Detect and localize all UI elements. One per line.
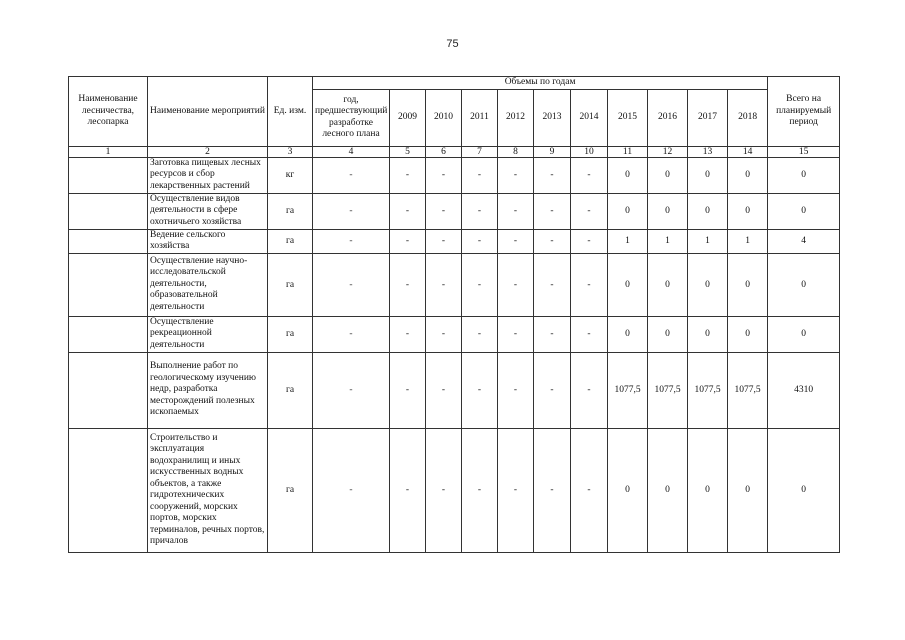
column-number: 2 — [148, 146, 268, 157]
cell-year-value: - — [534, 157, 571, 193]
cell-year-value: - — [498, 253, 534, 316]
cell-forestry — [69, 157, 148, 193]
cell-unit: га — [268, 253, 313, 316]
cell-total: 0 — [768, 316, 840, 352]
cell-year-value: - — [462, 157, 498, 193]
cell-total: 0 — [768, 193, 840, 229]
header-year-2015: 2015 — [608, 89, 648, 146]
column-number: 1 — [69, 146, 148, 157]
cell-year-value: - — [462, 352, 498, 428]
cell-year-value: - — [462, 316, 498, 352]
cell-year-value: 0 — [688, 253, 728, 316]
cell-forestry — [69, 193, 148, 229]
cell-forestry — [69, 316, 148, 352]
column-number: 10 — [571, 146, 608, 157]
header-prev-year: год, предшествующий разработке лесного плана — [313, 89, 390, 146]
cell-unit: кг — [268, 157, 313, 193]
table-row — [69, 229, 840, 253]
table-row — [69, 193, 840, 229]
cell-year-value: 1077,5 — [688, 352, 728, 428]
cell-year-value: 0 — [728, 316, 768, 352]
cell-year-value: - — [390, 316, 426, 352]
cell-year-value: 0 — [608, 157, 648, 193]
header-year-2012: 2012 — [498, 89, 534, 146]
cell-year-value: - — [534, 229, 571, 253]
table-row — [69, 253, 840, 316]
cell-year-value: - — [571, 157, 608, 193]
cell-measure: Заготовка пищевых лесных ресурсов и сбор лекарственных растений — [148, 157, 268, 193]
cell-year-value: 0 — [608, 316, 648, 352]
header-measure: Наименование мероприятий — [148, 77, 268, 147]
cell-year-value: - — [426, 193, 462, 229]
cell-year-value: 1077,5 — [728, 352, 768, 428]
column-number-row — [69, 146, 840, 157]
cell-year-value: - — [390, 253, 426, 316]
cell-year-value: 1077,5 — [608, 352, 648, 428]
column-number: 3 — [268, 146, 313, 157]
cell-year-value: - — [390, 157, 426, 193]
cell-total: 0 — [768, 157, 840, 193]
forest-activities-table — [68, 76, 840, 553]
cell-year-value: - — [571, 316, 608, 352]
page-number: 75 — [446, 38, 459, 50]
header-year-2013: 2013 — [534, 89, 571, 146]
cell-year-value: - — [498, 316, 534, 352]
cell-year-value: - — [534, 253, 571, 316]
column-number: 9 — [534, 146, 571, 157]
cell-year-value: - — [426, 352, 462, 428]
cell-year-value: - — [426, 253, 462, 316]
table-row — [69, 352, 840, 428]
cell-year-value: 0 — [688, 157, 728, 193]
cell-year-value: 0 — [648, 428, 688, 552]
cell-prev-year: - — [313, 157, 390, 193]
cell-year-value: - — [571, 253, 608, 316]
cell-year-value: 0 — [648, 316, 688, 352]
table-row — [69, 157, 840, 193]
header-unit: Ед. изм. — [268, 77, 313, 147]
header-year-2016: 2016 — [648, 89, 688, 146]
cell-year-value: - — [462, 428, 498, 552]
cell-year-value: 0 — [728, 157, 768, 193]
column-number: 14 — [728, 146, 768, 157]
cell-year-value: - — [498, 157, 534, 193]
cell-year-value: 1 — [688, 229, 728, 253]
cell-year-value: 1077,5 — [648, 352, 688, 428]
cell-year-value: - — [498, 193, 534, 229]
cell-forestry — [69, 428, 148, 552]
cell-year-value: 0 — [688, 428, 728, 552]
cell-year-value: - — [426, 229, 462, 253]
cell-measure: Выполнение работ по геологическому изучению недр, разработка месторождений полезных ископаемых — [148, 352, 268, 428]
column-number: 11 — [608, 146, 648, 157]
column-number: 12 — [648, 146, 688, 157]
cell-year-value: - — [390, 229, 426, 253]
header-year-2010: 2010 — [426, 89, 462, 146]
cell-forestry — [69, 253, 148, 316]
header-year-2018: 2018 — [728, 89, 768, 146]
cell-year-value: - — [571, 428, 608, 552]
cell-year-value: 0 — [608, 193, 648, 229]
cell-year-value: - — [534, 428, 571, 552]
cell-prev-year: - — [313, 229, 390, 253]
cell-prev-year: - — [313, 352, 390, 428]
cell-year-value: - — [498, 352, 534, 428]
cell-year-value: - — [571, 229, 608, 253]
table-row — [69, 428, 840, 552]
cell-year-value: 0 — [608, 253, 648, 316]
cell-measure: Осуществление научно-исследовательской деятельности, образовательной деятельности — [148, 253, 268, 316]
header-forestry: Наименование лесничества, лесопарка — [69, 77, 148, 147]
cell-year-value: 0 — [728, 193, 768, 229]
column-number: 4 — [313, 146, 390, 157]
header-year-2009: 2009 — [390, 89, 426, 146]
cell-year-value: - — [462, 253, 498, 316]
cell-total: 4 — [768, 229, 840, 253]
table-row — [69, 316, 840, 352]
column-number: 15 — [768, 146, 840, 157]
cell-prev-year: - — [313, 428, 390, 552]
column-number: 7 — [462, 146, 498, 157]
cell-year-value: 0 — [648, 193, 688, 229]
cell-year-value: - — [534, 352, 571, 428]
header-total: Всего на планируемый период — [768, 77, 840, 147]
cell-measure: Осуществление рекреационной деятельности — [148, 316, 268, 352]
column-number: 13 — [688, 146, 728, 157]
header-volumes-group: Объемы по годам — [313, 77, 768, 90]
cell-year-value: - — [390, 428, 426, 552]
cell-forestry — [69, 352, 148, 428]
cell-prev-year: - — [313, 316, 390, 352]
cell-year-value: - — [498, 229, 534, 253]
cell-year-value: - — [426, 157, 462, 193]
cell-total: 4310 — [768, 352, 840, 428]
cell-unit: га — [268, 428, 313, 552]
cell-unit: га — [268, 352, 313, 428]
cell-year-value: - — [462, 193, 498, 229]
cell-prev-year: - — [313, 193, 390, 229]
cell-year-value: - — [426, 316, 462, 352]
header-year-2011: 2011 — [462, 89, 498, 146]
cell-year-value: 0 — [688, 316, 728, 352]
table-body — [69, 157, 840, 552]
cell-total: 0 — [768, 428, 840, 552]
column-number: 6 — [426, 146, 462, 157]
cell-year-value: - — [498, 428, 534, 552]
cell-total: 0 — [768, 253, 840, 316]
cell-year-value: - — [462, 229, 498, 253]
cell-year-value: - — [571, 352, 608, 428]
cell-unit: га — [268, 229, 313, 253]
cell-year-value: 0 — [608, 428, 648, 552]
cell-measure: Строительство и эксплуатация водохранилищ и иных искусственных водных объектов, а также гидротехнических сооружений, морских портов, морских терминалов, речных портов, причалов — [148, 428, 268, 552]
cell-unit: га — [268, 316, 313, 352]
header-year-2017: 2017 — [688, 89, 728, 146]
cell-year-value: - — [534, 316, 571, 352]
cell-year-value: 1 — [608, 229, 648, 253]
cell-year-value: 0 — [648, 253, 688, 316]
cell-year-value: 0 — [728, 253, 768, 316]
cell-year-value: - — [390, 352, 426, 428]
cell-year-value: - — [426, 428, 462, 552]
cell-year-value: 1 — [648, 229, 688, 253]
column-number: 8 — [498, 146, 534, 157]
cell-measure: Ведение сельского хозяйства — [148, 229, 268, 253]
cell-year-value: 0 — [648, 157, 688, 193]
cell-forestry — [69, 229, 148, 253]
cell-year-value: 1 — [728, 229, 768, 253]
cell-year-value: - — [534, 193, 571, 229]
cell-unit: га — [268, 193, 313, 229]
header-year-2014: 2014 — [571, 89, 608, 146]
cell-prev-year: - — [313, 253, 390, 316]
cell-year-value: - — [571, 193, 608, 229]
column-number: 5 — [390, 146, 426, 157]
cell-year-value: 0 — [688, 193, 728, 229]
cell-year-value: 0 — [728, 428, 768, 552]
cell-measure: Осуществление видов деятельности в сфере охотничьего хозяйства — [148, 193, 268, 229]
cell-year-value: - — [390, 193, 426, 229]
